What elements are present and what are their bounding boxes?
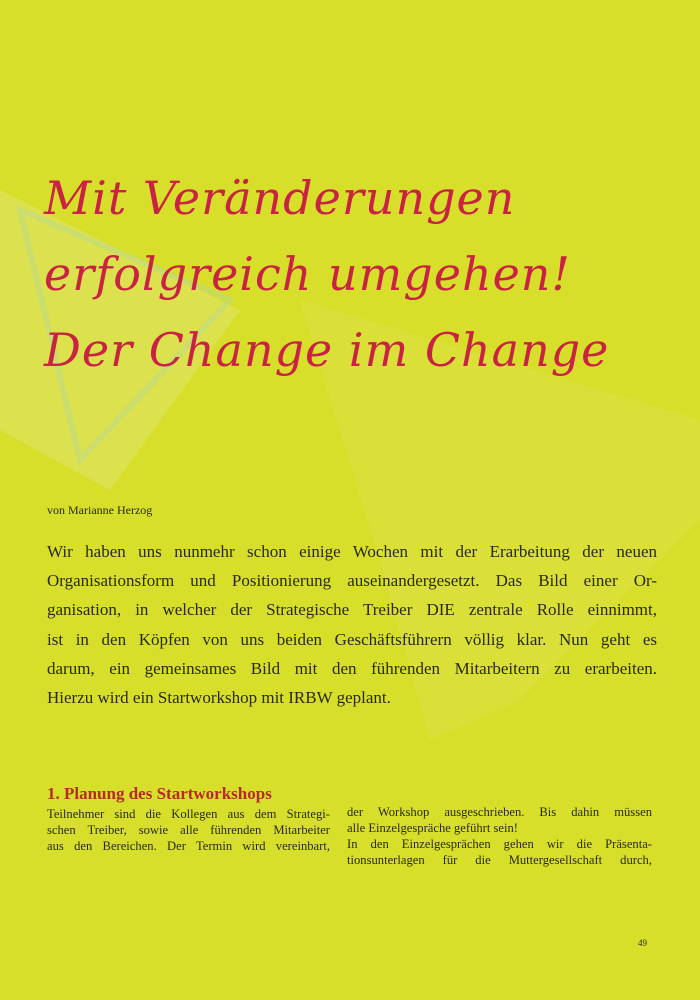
page-number: 49 — [638, 938, 647, 948]
text-line: aus den Bereichen. Der Termin wird vereinbart, — [47, 839, 330, 853]
text-line: Wir haben uns nunmehr schon einige Wochen mit der Erarbeitung der neuen — [47, 542, 657, 561]
title-line: Mit Veränderungen — [44, 171, 516, 225]
section-heading: 1. Planung des Startworkshops — [47, 784, 272, 803]
right-column — [347, 804, 652, 868]
text-line: Organisationsform und Positionierung auseinandergesetzt. Das Bild einer Or- — [47, 571, 657, 591]
text-line: tionsunterlagen für die Muttergesellschaft durch, — [347, 853, 652, 867]
left-column — [47, 784, 330, 854]
title-line: Der Change im Change — [44, 323, 610, 377]
text-line: In den Einzelgesprächen gehen wir die Präsenta- — [347, 837, 652, 851]
text-line: alle Einzelgespräche geführt sein! — [347, 821, 518, 835]
author-byline: von Marianne Herzog — [47, 503, 153, 517]
article-title — [44, 160, 609, 388]
title-line: erfolgreich umgehen! — [44, 247, 571, 301]
text-line: ganisation, in welcher der Strategische Treiber DIE zentrale Rolle einnimmt, — [47, 600, 657, 620]
text-line: ist in den Köpfen von uns beiden Geschäftsführern völlig klar. Nun geht es — [47, 629, 657, 649]
text-line: darum, ein gemeinsames Bild mit den führenden Mitarbeitern zu erarbeiten. — [47, 658, 657, 678]
text-line: Teilnehmer sind die Kollegen aus dem Strategi- — [47, 807, 330, 821]
text-line: der Workshop ausgeschrieben. Bis dahin müssen — [347, 805, 652, 819]
intro-paragraph — [47, 537, 657, 712]
text-line: schen Treiber, sowie alle führenden Mitarbeiter — [47, 823, 330, 837]
text-line: Hierzu wird ein Startworkshop mit IRBW geplant. — [47, 688, 391, 708]
